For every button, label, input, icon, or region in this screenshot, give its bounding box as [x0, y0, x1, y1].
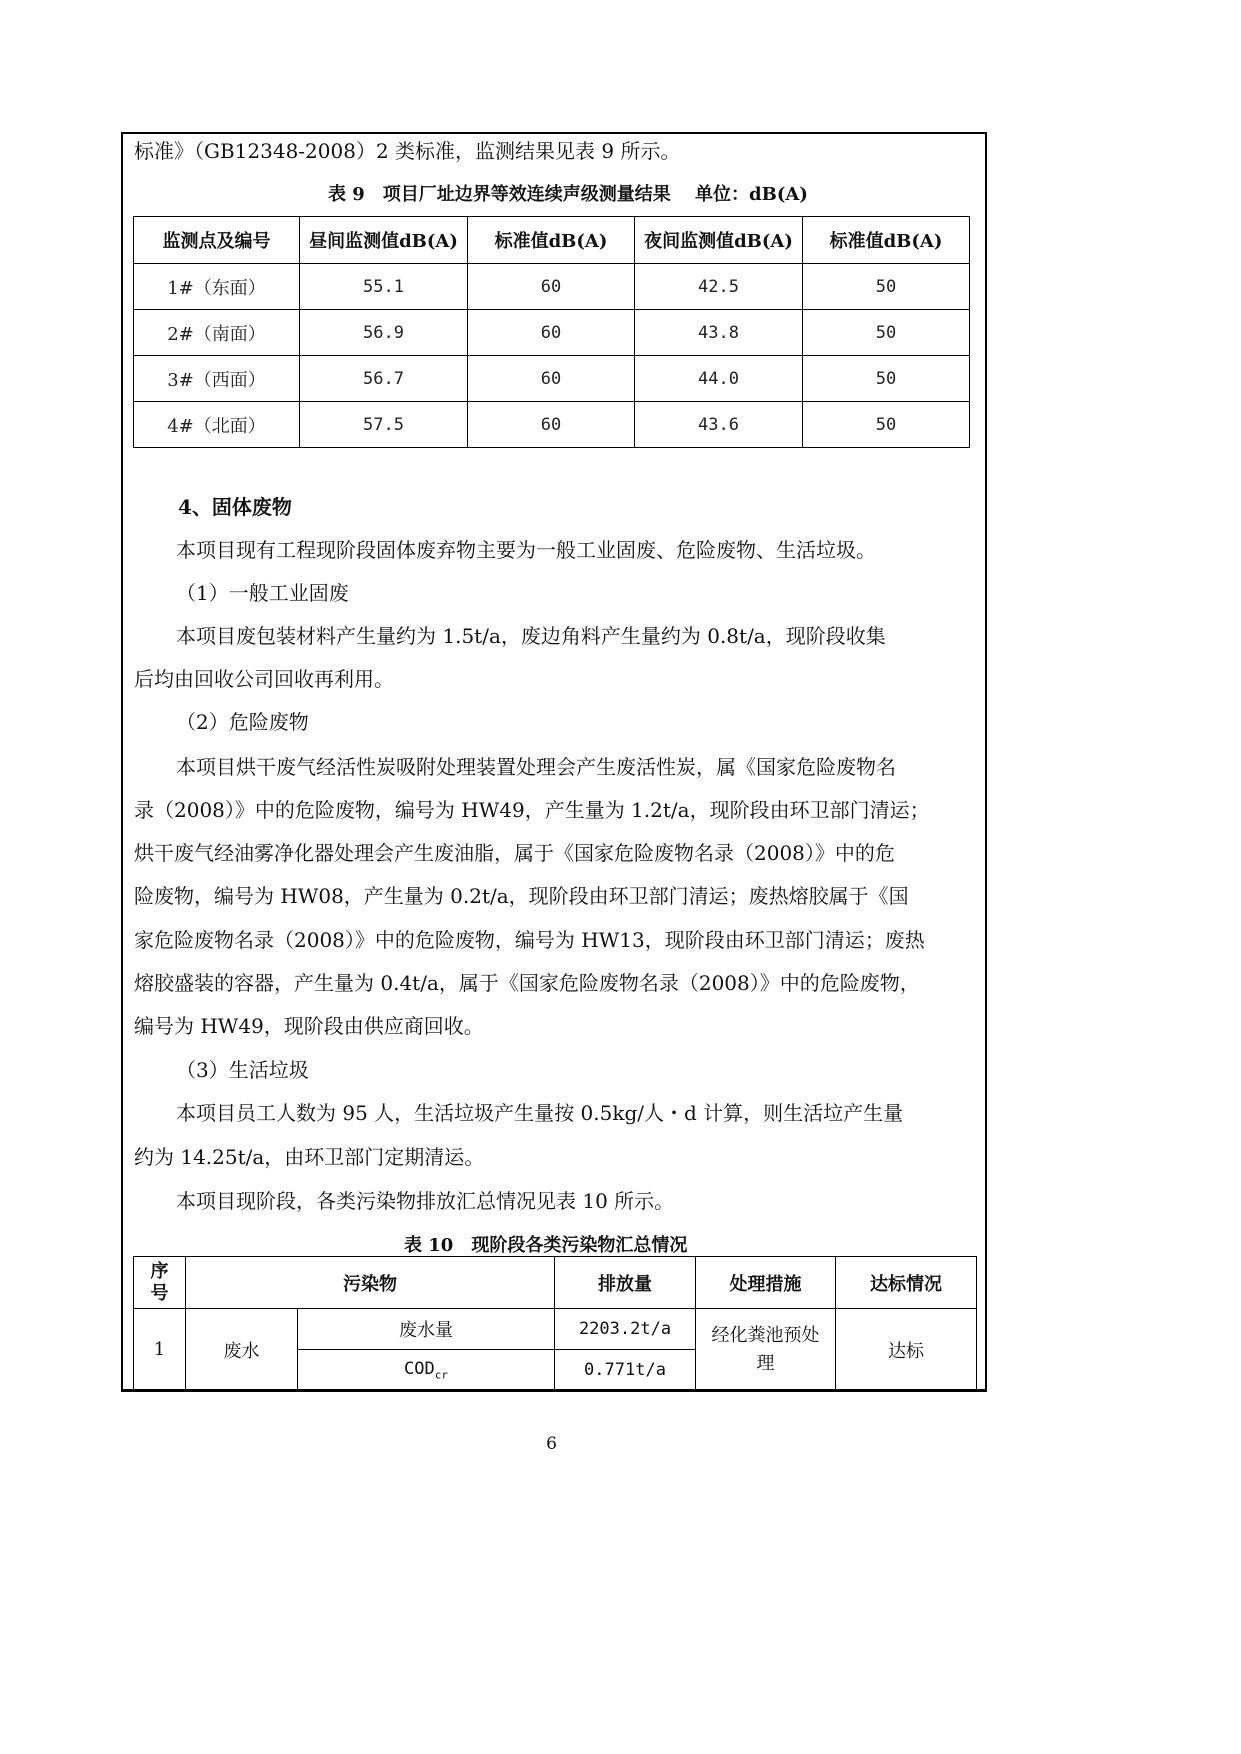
cell: 60 — [468, 402, 635, 448]
header-night-std: 标准值dB(A) — [803, 217, 970, 264]
header-amount: 排放量 — [555, 1257, 696, 1309]
cell-measure — [696, 1309, 836, 1391]
header-pollutant: 污染物 — [186, 1257, 555, 1309]
cell-category: 废水 — [186, 1309, 298, 1391]
paragraph: 编号为 HW49，现阶段由供应商回收。 — [134, 1014, 484, 1038]
paragraph: 烘干废气经油雾净化器处理会产生废油脂，属于《国家危险废物名录（2008）》中的危 — [134, 841, 895, 865]
cell: 43.8 — [635, 310, 803, 356]
cell: 60 — [468, 264, 635, 310]
cell: 4#（北面） — [134, 402, 300, 448]
subheading: （1）一般工业固废 — [176, 581, 349, 605]
cell-no: 1 — [134, 1309, 186, 1391]
paragraph: 本项目现有工程现阶段固体废弃物主要为一般工业固废、危险废物、生活垃圾。 — [176, 538, 876, 562]
paragraph: 险废物，编号为 HW08，产生量为 0.2t/a，现阶段由环卫部门清运；废热熔胶属于《国 — [134, 884, 909, 908]
header-day-std: 标准值dB(A) — [468, 217, 635, 264]
cell-item: 废水量 — [298, 1309, 555, 1350]
header-no-label: 序号 — [150, 1260, 169, 1304]
cell-status: 达标 — [836, 1309, 977, 1391]
cell: 44.0 — [635, 356, 803, 402]
section-heading: 4、固体废物 — [178, 495, 292, 519]
intro-line: 标准》（GB12348-2008）2 类标准，监测结果见表 9 所示。 — [134, 139, 681, 163]
paragraph: 熔胶盛装的容器，产生量为 0.4t/a，属于《国家危险废物名录（2008）》中的危险废物， — [134, 971, 920, 995]
table-row — [134, 402, 970, 448]
subheading: （2）危险废物 — [176, 710, 309, 734]
paragraph: 本项目烘干废气经活性炭吸附处理装置处理会产生废活性炭，属《国家危险废物名 — [176, 755, 896, 779]
paragraph: 约为 14.25t/a，由环卫部门定期清运。 — [134, 1145, 485, 1169]
cell: 57.5 — [300, 402, 468, 448]
cell: 50 — [803, 402, 970, 448]
subheading: （3）生活垃圾 — [176, 1058, 309, 1082]
paragraph: 家危险废物名录（2008）》中的危险废物，编号为 HW13，现阶段由环卫部门清运；废热 — [134, 928, 925, 952]
cell: 3#（西面） — [134, 356, 300, 402]
table9-caption: 表 9 项目厂址边界等效连续声级测量结果 单位：dB(A) — [328, 184, 808, 205]
cell: 55.1 — [300, 264, 468, 310]
cell: 43.6 — [635, 402, 803, 448]
cell-item — [298, 1350, 555, 1391]
cod-subscript: cr — [434, 1368, 448, 1382]
table-row — [134, 310, 970, 356]
table10-caption: 表 10 现阶段各类污染物汇总情况 — [404, 1235, 688, 1256]
cell: 50 — [803, 310, 970, 356]
table-row — [134, 264, 970, 310]
pollutant-table — [133, 1256, 977, 1391]
cod-label: COD — [404, 1358, 435, 1379]
cell: 60 — [468, 310, 635, 356]
cell: 56.7 — [300, 356, 468, 402]
header-day: 昼间监测值dB(A) — [300, 217, 468, 264]
cell: 2#（南面） — [134, 310, 300, 356]
cell-amount: 2203.2t/a — [555, 1309, 696, 1350]
paragraph: 后均由回收公司回收再利用。 — [134, 667, 394, 691]
table-header-row — [134, 217, 970, 264]
cell: 50 — [803, 264, 970, 310]
table-row — [134, 1309, 977, 1350]
cell-amount: 0.771t/a — [555, 1350, 696, 1391]
header-no — [134, 1257, 186, 1309]
paragraph: 录（2008）》中的危险废物，编号为 HW49，产生量为 1.2t/a，现阶段由环卫部门清运； — [134, 798, 930, 822]
cell: 1#（东面） — [134, 264, 300, 310]
paragraph: 本项目现阶段，各类污染物排放汇总情况见表 10 所示。 — [176, 1189, 675, 1213]
header-status: 达标情况 — [836, 1257, 977, 1309]
page-number: 6 — [546, 1434, 557, 1454]
paragraph: 本项目废包装材料产生量约为 1.5t/a，废边角料产生量约为 0.8t/a，现阶段收集 — [176, 624, 886, 648]
cell: 56.9 — [300, 310, 468, 356]
header-night: 夜间监测值dB(A) — [635, 217, 803, 264]
table-header-row — [134, 1257, 977, 1309]
header-point: 监测点及编号 — [134, 217, 300, 264]
table-row — [134, 356, 970, 402]
cell: 42.5 — [635, 264, 803, 310]
header-measure: 处理措施 — [696, 1257, 836, 1309]
noise-table — [133, 216, 970, 448]
measure-text: 经化粪池预处理 — [711, 1324, 820, 1374]
paragraph: 本项目员工人数为 95 人，生活垃圾产生量按 0.5kg/人・d 计算，则生活垃产生量 — [176, 1101, 904, 1125]
cell: 50 — [803, 356, 970, 402]
cell: 60 — [468, 356, 635, 402]
